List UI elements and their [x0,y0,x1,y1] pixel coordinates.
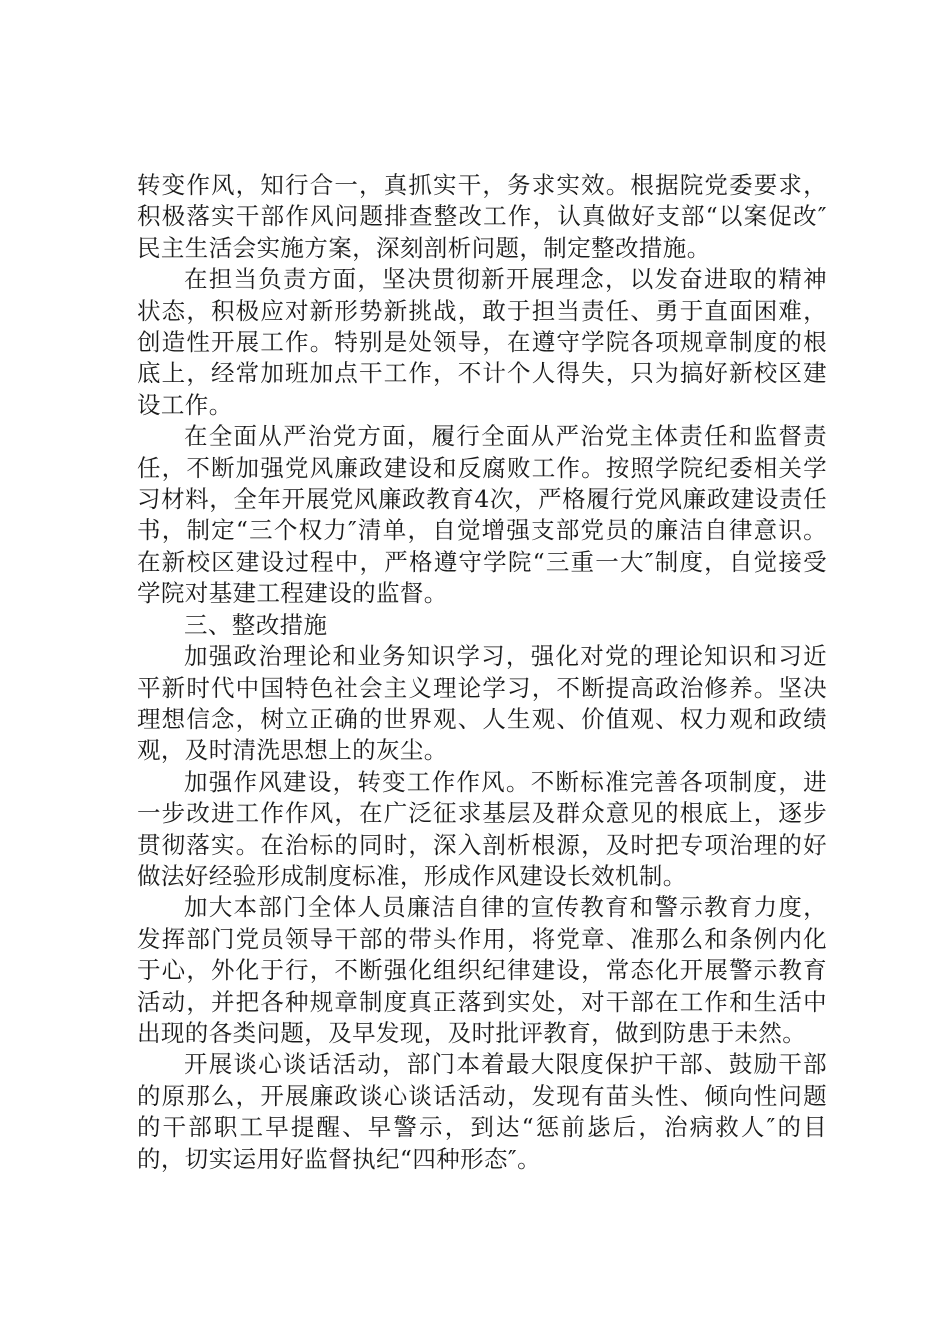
paragraph-party-discipline: 在全面从严治党方面，履行全面从严治党主体责任和监督责任，不断加强党风廉政建设和反腐败工作。按照学院纪委相关学习材料，全年开展党风廉政教育4次，严格履行党风廉政建设责任书，制定“三个权力″清单，自觉增强支部党员的廉洁自律意识。在新校区建设过程中，严格遵守学院“三重一大″制度，自觉接受学院对基建工程建设的监督。 [137,422,827,608]
paragraph-integrity-education: 加大本部门全体人员廉洁自律的宣传教育和警示教育力度，发挥部门党员领导干部的带头作用，将党章、准那么和条例内化于心，外化于行，不断强化组织纪律建设，常态化开展警示教育活动，并把各种规章制度真正落到实处，对干部在工作和生活中出现的各类问题，及早发现，及时批评教育，做到防患于未然。 [137,893,827,1047]
paragraph-political-study: 加强政治理论和业务知识学习，强化对党的理论知识和习近平新时代中国特色社会主义理论学习，不断提高政治修养。坚决理想信念，树立正确的世界观、人生观、价值观、权力观和政绩观，及时清洗思想上的灰尘。 [137,642,827,765]
paragraph-continuation: 转变作风，知行合一，真抓实干，务求实效。根据院党委要求，积极落实干部作风问题排查整改工作，认真做好支部“以案促改″民主生活会实施方案，深刻剖析问题，制定整改措施。 [137,171,827,262]
document-body [137,170,827,1175]
paragraph-work-style: 加强作风建设，转变工作作风。不断标准完善各项制度，进一步改进工作作风，在广泛征求基层及群众意见的根底上，逐步贯彻落实。在治标的同时，深入剖析根源，及时把专项治理的好做法好经验形成制度标准，形成作风建设长效机制。 [137,767,827,890]
section-heading-rectification: 三、整改措施 [184,610,328,639]
paragraph-responsibility: 在担当负责方面，坚决贯彻新开展理念，以发奋进取的精神状态，积极应对新形势新挑战，敢于担当责任、勇于直面困难，创造性开展工作。特别是处领导，在遵守学院各项规章制度的根底上，经常加班加点干工作，不计个人得失，只为搞好新校区建设工作。 [137,265,827,419]
paragraph-heart-to-heart-talks: 开展谈心谈话活动，部门本着最大限度保护干部、鼓励干部的原那么，开展廉政谈心谈话活动，发现有苗头性、倾向性问题的干部职工早提醒、早警示，到达“惩前毖后，治病救人″的目的，切实运用好监督执纪“四种形态″。 [137,1050,827,1173]
